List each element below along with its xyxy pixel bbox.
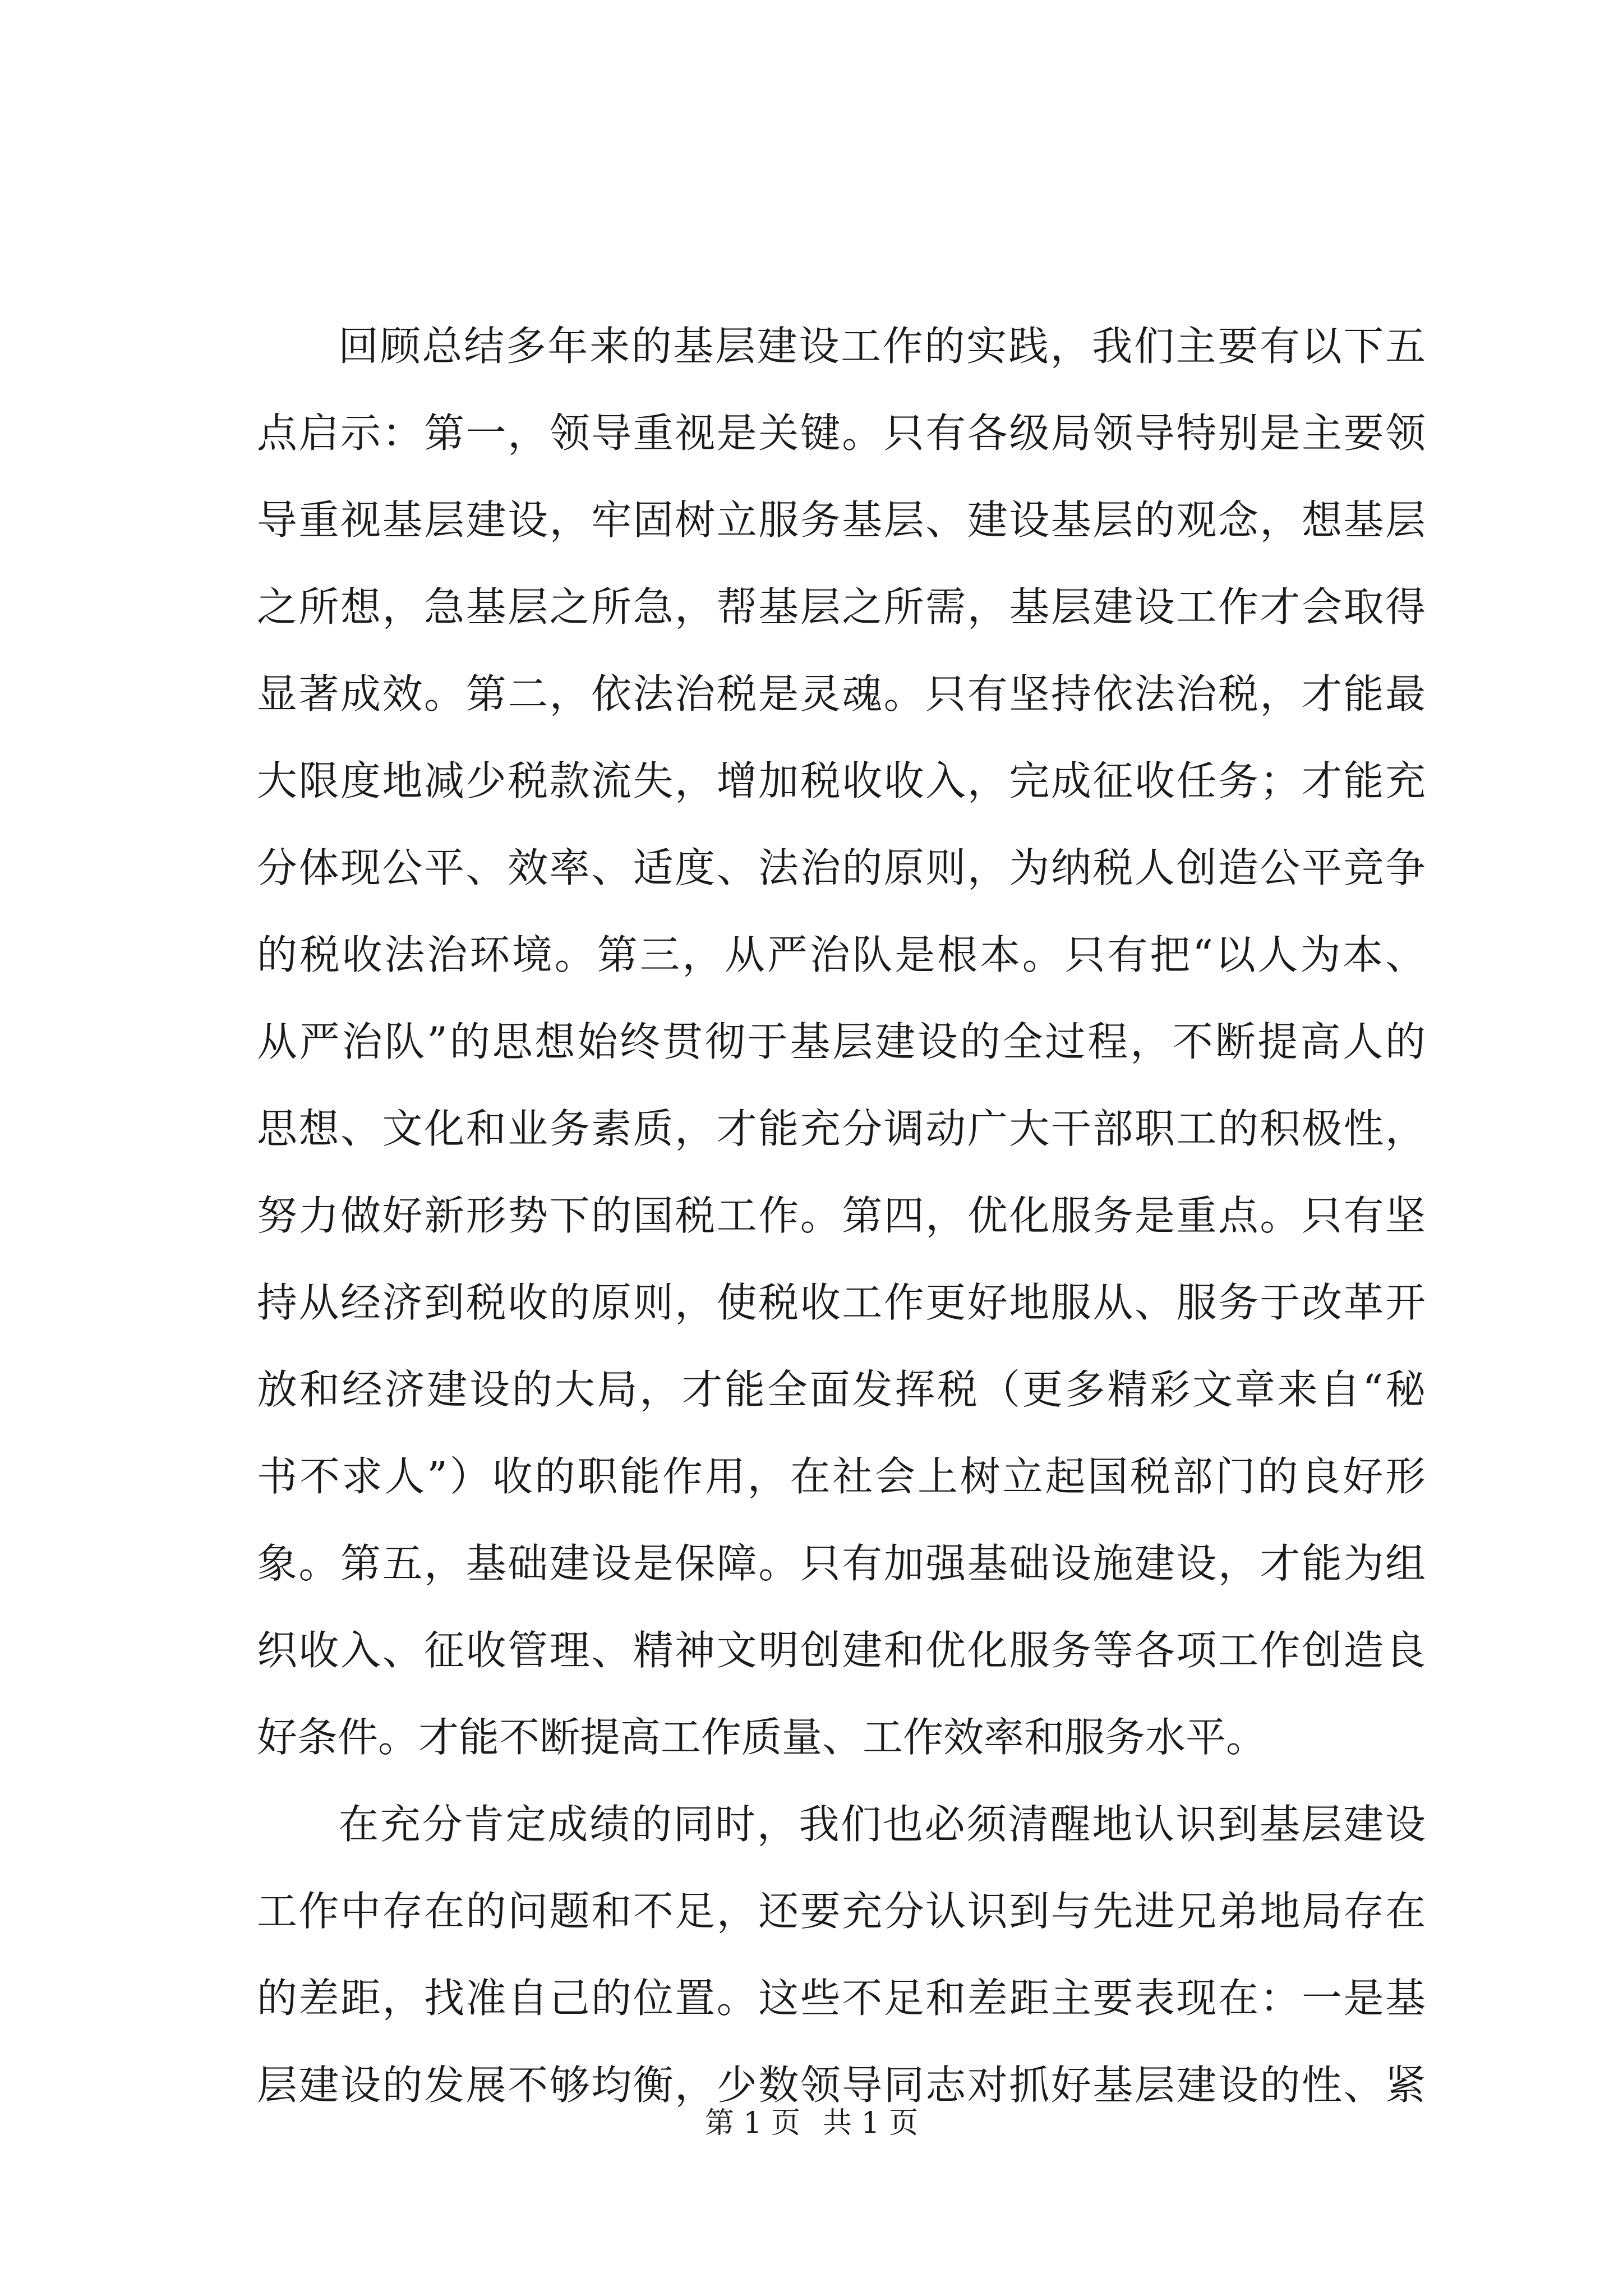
- page-number: 第 1 页: [704, 2106, 800, 2140]
- text-line: 的差距，找准自己的位置。这些不足和差距主要表现在：一是基: [257, 1975, 1426, 2022]
- text-line: 的税收法治环境。第三，从严治队是根本。只有把“以人为本、: [257, 931, 1426, 978]
- text-line: 书不求人”）收的职能作用，在社会上树立起国税部门的良好形: [257, 1453, 1426, 1500]
- text-line: 分体现公平、效率、适度、法治的原则，为纳税人创造公平竞争: [257, 844, 1426, 891]
- text-line: 点启示：第一，领导重视是关键。只有各级局领导特别是主要领: [257, 409, 1426, 457]
- paragraph-1: [257, 303, 1426, 1781]
- text-line: 显著成效。第二，依法治税是灵魂。只有坚持依法治税，才能最: [257, 670, 1426, 717]
- paragraph-2: [257, 1781, 1426, 2129]
- text-line: 在充分肯定成绩的同时，我们也必须清醒地认识到基层建设: [338, 1801, 1426, 1848]
- text-line: 好条件。才能不断提高工作质量、工作效率和服务水平。: [257, 1714, 1267, 1761]
- page-footer: [0, 2104, 1623, 2143]
- text-line: 大限度地减少税款流失，增加税收收入，完成征收任务；才能充: [257, 757, 1426, 804]
- text-line: 工作中存在的问题和不足，还要充分认识到与先进兄弟地局存在: [257, 1888, 1426, 1935]
- document-body: [257, 303, 1426, 2129]
- text-line: 思想、文化和业务素质，才能充分调动广大干部职工的积极性，: [257, 1105, 1426, 1152]
- text-line: 导重视基层建设，牢固树立服务基层、建设基层的观念，想基层: [257, 496, 1426, 544]
- text-line: 持从经济到税收的原则，使税收工作更好地服从、服务于改革开: [257, 1279, 1426, 1326]
- text-line: 层建设的发展不够均衡，少数领导同志对抓好基层建设的性、紧: [257, 2062, 1426, 2109]
- text-line: 放和经济建设的大局，才能全面发挥税（更多精彩文章来自“秘: [257, 1366, 1426, 1413]
- text-line: 织收入、征收管理、精神文明创建和优化服务等各项工作创造良: [257, 1627, 1426, 1674]
- page-total: 共 1 页: [823, 2106, 919, 2140]
- text-line: 从严治队”的思想始终贯彻于基层建设的全过程，不断提高人的: [257, 1018, 1426, 1065]
- text-line: 努力做好新形势下的国税工作。第四，优化服务是重点。只有坚: [257, 1192, 1426, 1239]
- text-line: 回顾总结多年来的基层建设工作的实践，我们主要有以下五: [338, 323, 1426, 370]
- text-line: 之所想，急基层之所急，帮基层之所需，基层建设工作才会取得: [257, 583, 1426, 631]
- text-line: 象。第五，基础建设是保障。只有加强基础设施建设，才能为组: [257, 1540, 1426, 1587]
